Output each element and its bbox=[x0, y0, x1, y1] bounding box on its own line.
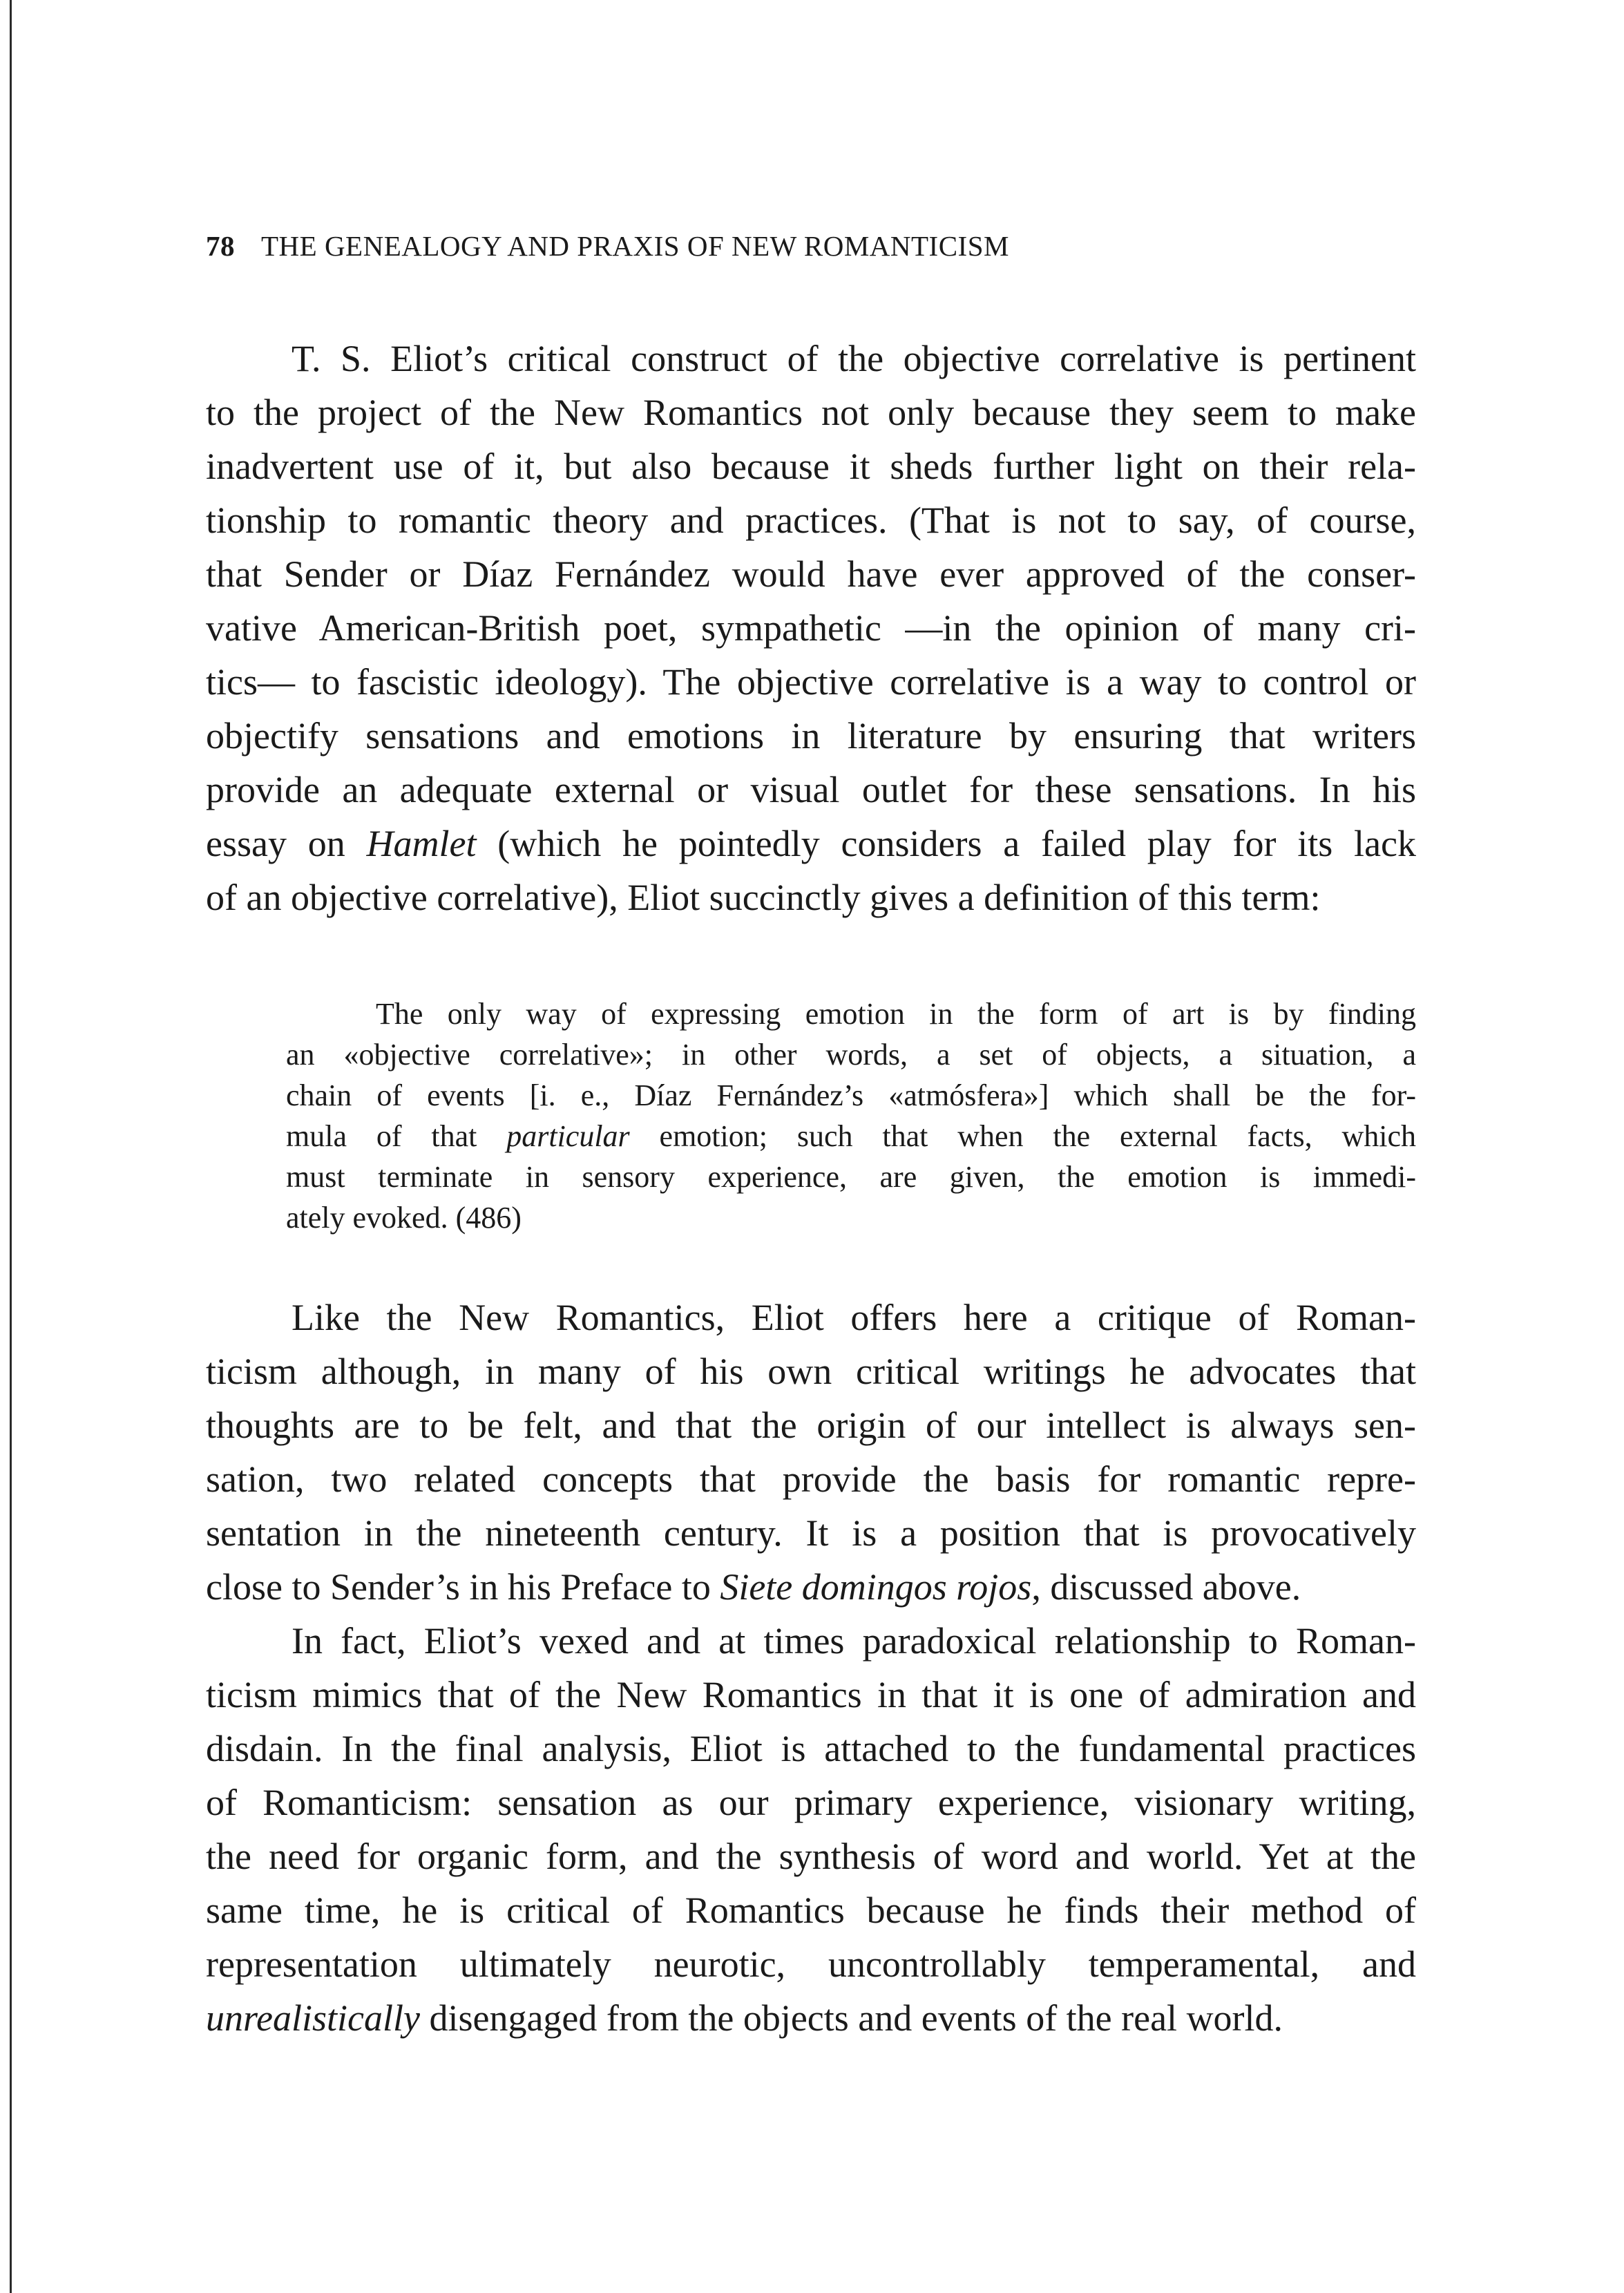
quote-line: chain of events [i. e., Díaz Fernández’s «atmósfera»] which shall be the for- bbox=[286, 1078, 1416, 1112]
text-segment: , discussed above. bbox=[1031, 1566, 1301, 1608]
text-line: sation, two related concepts that provide the basis for romantic repre- bbox=[206, 1458, 1416, 1500]
quote-line-with-emphasis bbox=[286, 1116, 1416, 1157]
scan-edge-line bbox=[10, 0, 12, 2293]
text-line: thoughts are to be felt, and that the origin of our intellect is always sen- bbox=[206, 1405, 1416, 1446]
text-segment: mula of that bbox=[286, 1119, 507, 1153]
text-line: disdain. In the final analysis, Eliot is attached to the fundamental practices bbox=[206, 1728, 1416, 1769]
italic-emphasis-particular: particular bbox=[506, 1119, 630, 1153]
text-segment: (which he pointedly considers a failed play for its lack bbox=[476, 823, 1416, 864]
running-head-title: THE GENEALOGY AND PRAXIS OF NEW ROMANTICISM bbox=[261, 230, 1009, 262]
text-line: inadvertent use of it, but also because it sheds further light on their rela- bbox=[206, 446, 1416, 487]
text-line: that Sender or Díaz Fernández would have ever approved of the conser- bbox=[206, 553, 1416, 595]
text-line: the need for organic form, and the synthesis of word and world. Yet at the bbox=[206, 1836, 1416, 1877]
text-line: Like the New Romantics, Eliot offers here a critique of Roman- bbox=[292, 1297, 1416, 1338]
text-line: objectify sensations and emotions in literature by ensuring that writers bbox=[206, 715, 1416, 757]
text-segment: close to Sender’s in his Preface to bbox=[206, 1566, 720, 1608]
italic-title-siete-domingos-rojos: Siete domingos rojos bbox=[720, 1566, 1032, 1608]
paragraph-2-and-3 bbox=[206, 1291, 1416, 2045]
text-line-with-title bbox=[206, 817, 1416, 870]
quote-line: must terminate in sensory experience, are given, the emotion is immedi- bbox=[286, 1160, 1416, 1194]
quote-line: ately evoked. (486) bbox=[286, 1201, 522, 1235]
text-line: of an objective correlative), Eliot succinctly gives a definition of this term: bbox=[206, 877, 1321, 918]
text-line: same time, he is critical of Romantics because he finds their method of bbox=[206, 1890, 1416, 1931]
text-line: sentation in the nineteenth century. It is a position that is provocatively bbox=[206, 1512, 1416, 1554]
italic-emphasis-unrealistically: unrealistically bbox=[206, 1997, 420, 2039]
block-quote bbox=[286, 993, 1416, 1238]
page-number: 78 bbox=[206, 230, 235, 262]
quote-line: The only way of expressing emotion in the form of art is by finding bbox=[376, 997, 1416, 1031]
text-line: vative American-British poet, sympathetic —in the opinion of many cri- bbox=[206, 607, 1416, 649]
text-line: of Romanticism: sensation as our primary experience, visionary writing, bbox=[206, 1782, 1416, 1823]
text-line: In fact, Eliot’s vexed and at times paradoxical relationship to Roman- bbox=[292, 1620, 1416, 1662]
paragraph-1 bbox=[206, 332, 1416, 924]
paragraph-3 bbox=[206, 1614, 1416, 2045]
text-line: representation ultimately neurotic, uncontrollably temperamental, and bbox=[206, 1943, 1416, 1985]
text-segment: emotion; such that when the external facts, which bbox=[629, 1119, 1416, 1153]
text-line: tionship to romantic theory and practices. (That is not to say, of course, bbox=[206, 499, 1416, 541]
text-line-with-emphasis bbox=[206, 1991, 1416, 2045]
quote-line: an «objective correlative»; in other words, a set of objects, a situation, a bbox=[286, 1038, 1416, 1072]
text-segment: disengaged from the objects and events of the real world. bbox=[419, 1997, 1283, 2039]
text-line: to the project of the New Romantics not only because they seem to make bbox=[206, 392, 1416, 433]
text-line: T. S. Eliot’s critical construct of the objective correlative is pertinent bbox=[292, 338, 1416, 379]
paragraph-2 bbox=[206, 1291, 1416, 1614]
text-line-with-title bbox=[206, 1560, 1416, 1614]
running-head bbox=[206, 229, 1009, 263]
text-line: tics— to fascistic ideology). The objective correlative is a way to control or bbox=[206, 661, 1416, 703]
text-line: ticism although, in many of his own critical writings he advocates that bbox=[206, 1351, 1416, 1392]
italic-title-hamlet: Hamlet bbox=[366, 823, 477, 864]
text-line: ticism mimics that of the New Romantics in that it is one of admiration and bbox=[206, 1674, 1416, 1715]
text-line: provide an adequate external or visual outlet for these sensations. In his bbox=[206, 769, 1416, 810]
text-segment: essay on bbox=[206, 823, 367, 864]
